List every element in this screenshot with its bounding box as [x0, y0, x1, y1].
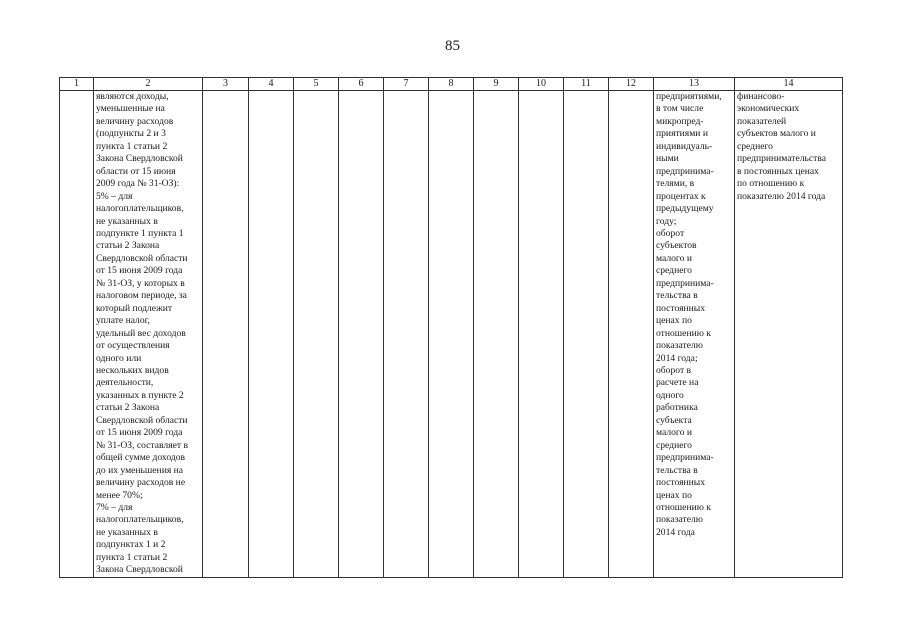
table-cell-col14: финансово- экономических показателей субъектов малого и среднего предпринимательства в постоянных ценах по отношению к показателю 2014 года [735, 91, 843, 578]
column-header: 10 [519, 78, 564, 91]
table-cell-col4 [249, 91, 294, 578]
table-cell-col11 [564, 91, 609, 578]
table-cell-col5 [294, 91, 339, 578]
table-cell-col10 [519, 91, 564, 578]
column-header: 2 [94, 78, 203, 91]
table-cell-col1 [60, 91, 94, 578]
table-header-row [60, 78, 843, 91]
column-header: 11 [564, 78, 609, 91]
column-header: 9 [474, 78, 519, 91]
table-cell-col13: предприятиями, в том числе микропред- приятиями и индивидуаль- ными предпринима- телями, в процентах к предыдущему году; оборот субъектов малого и среднего предпринима- тельства в постоянных ценах по отношению к показателю 2014 года; оборот в расчете на одного работника субъекта малого и среднего предпринима- тельства в постоянных ценах по отношению к показателю 2014 года [654, 91, 735, 578]
table-cell-col3 [203, 91, 249, 578]
table-cell-col9 [474, 91, 519, 578]
column-header: 13 [654, 78, 735, 91]
table-cell-col12 [609, 91, 654, 578]
page-number: 85 [445, 38, 460, 54]
column-header: 12 [609, 78, 654, 91]
column-header: 1 [60, 78, 94, 91]
document-table [59, 77, 843, 578]
table-cell-col2: являются доходы, уменьшенные на величину расходов (подпункты 2 и 3 пункта 1 статьи 2 Закона Свердловской области от 15 июня 2009 года № 31-ОЗ): 5% – для налогоплательщиков, не указанных в подпункте 1 пункта 1 статьи 2 Закона Свердловской области от 15 июня 2009 года № 31-ОЗ, у которых в налоговом периоде, за который подлежит уплате налог, удельный вес доходов от осуществления одного или нескольких видов деятельности, указанных в пункте 2 статьи 2 Закона Свердловской области от 15 июня 2009 года № 31-ОЗ, составляет в общей сумме доходов до их уменьшения на величину расходов не менее 70%; 7% – для налогоплательщиков, не указанных в подпунктах 1 и 2 пункта 1 статьи 2 Закона Свердловской [94, 91, 203, 578]
table-cell-col6 [339, 91, 384, 578]
column-header: 3 [203, 78, 249, 91]
column-header: 4 [249, 78, 294, 91]
column-header: 14 [735, 78, 843, 91]
column-header: 7 [384, 78, 429, 91]
column-header: 6 [339, 78, 384, 91]
table-row [60, 91, 843, 578]
column-header: 8 [429, 78, 474, 91]
table-cell-col8 [429, 91, 474, 578]
column-header: 5 [294, 78, 339, 91]
table-cell-col7 [384, 91, 429, 578]
